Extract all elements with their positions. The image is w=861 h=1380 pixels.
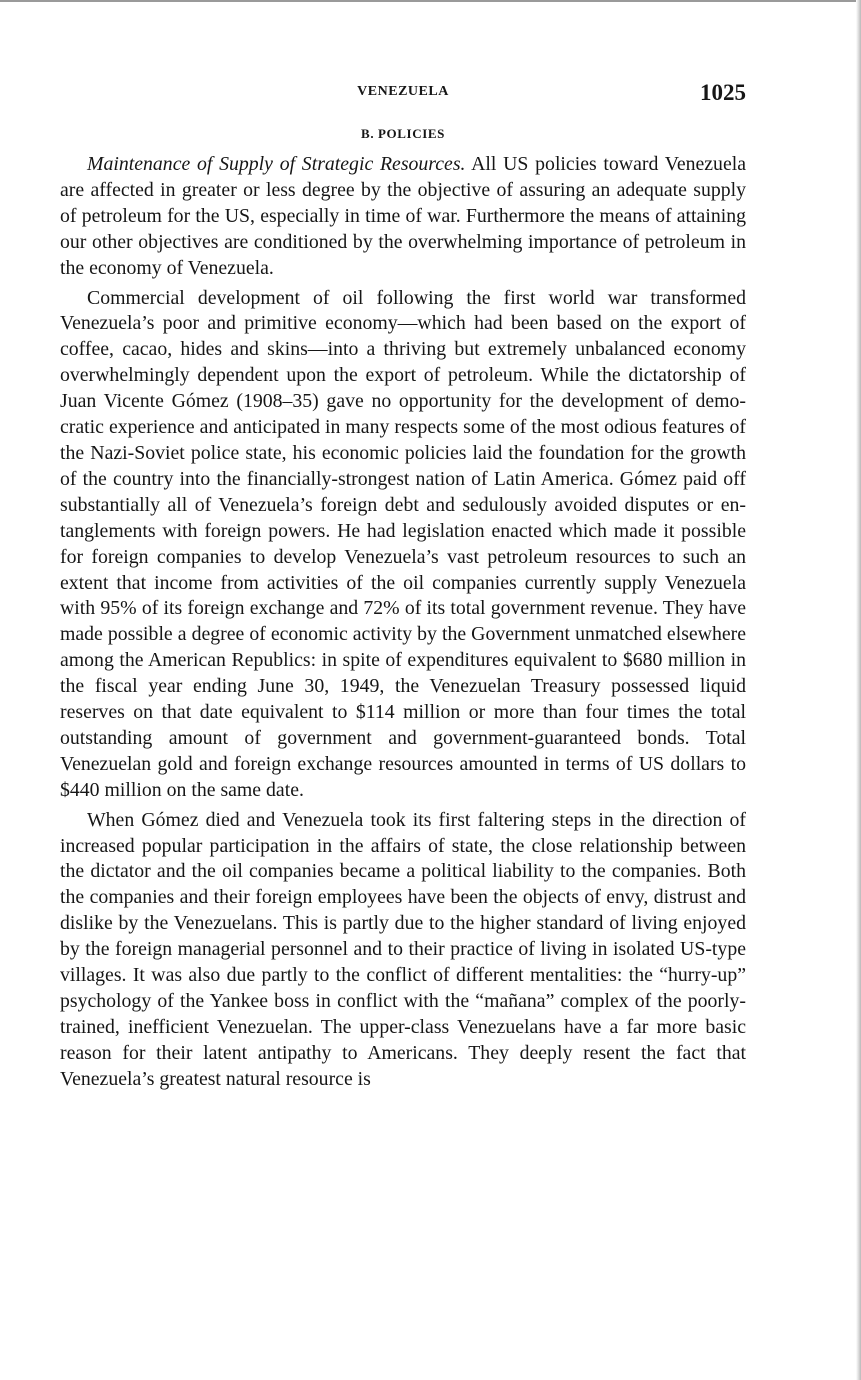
paragraph-lead-in: Maintenance of Supply of Strategic Resources. <box>87 153 466 175</box>
running-header <box>60 76 746 112</box>
page-edge-shadow <box>856 0 861 1380</box>
paragraph-2: Commercial development of oil following the first world war transformed Venezuela’s poor and primitive economy—which had been based on the export of coffee, cacao, hides and skins—into a thriving but extremely unbalanced economy overwhelmingly dependent upon the export of petroleum. While the dictatorship of Juan Vicente Gómez (1908–35) gave no opportunity for the development of democratic experience and anticipated in many respects some of the most odious features of the Nazi-Soviet police state, his economic policies laid the foundation for the growth of the country into the financially-strongest nation of Latin America. Gómez paid off substantially all of Venezuela’s foreign debt and sedulously avoided disputes or entanglements with foreign powers. He had legislation enacted which made it possible for foreign companies to develop Venezuela’s vast petroleum resources to such an extent that income from activities of the oil companies currently supply Venezuela with 95% of its foreign exchange and 72% of its total government revenue. They have made possible a degree of economic activity by the Government unmatched elsewhere among the American Republics: in spite of expenditures equivalent to $680 million in the fiscal year ending June 30, 1949, the Venezuelan Treasury possessed liquid reserves on that date equivalent to $114 million or more than four times the total outstanding amount of government and government-guaranteed bonds. Total Venezuelan gold and foreign exchange resources amounted in terms of US dollars to $440 million on the same date. <box>60 286 746 801</box>
section-heading: B. POLICIES <box>361 126 445 141</box>
paragraph-3: When Gómez died and Venezuela took its first faltering steps in the direction of increased popular participation in the affairs of state, the close relationship between the dictator and the oil companies became a political liability to the companies. Both the companies and their foreign employees have been the objects of envy, distrust and dislike by the Venezuelans. This is partly due to the higher standard of living enjoyed by the foreign managerial personnel and to their practice of living in isolated US-type villages. It was also due partly to the conflict of different mentalities: the “hurry-up” psychology of the Yankee boss in conflict with the “mañana” complex of the poorly-trained, inefficient Venezuelan. The upper-class Venezuelans have a far more basic reason for their latent antipathy to Americans. They deeply resent the fact that Venezuela’s greatest natural resource is <box>60 808 746 1090</box>
paragraph-1-body: All US policies toward Venezuela are affected in greater or less degree by the objective of assuring an adequate supply of petroleum for the US, especially in time of war. Furthermore the means of attaining our other objectives are conditioned by the overwhelming importance of petroleum in the economy of Venezuela. <box>60 153 746 279</box>
running-title: VENEZUELA <box>357 84 449 99</box>
page-number: 1025 <box>700 80 746 105</box>
top-border-line <box>0 0 861 2</box>
document-page <box>60 76 746 1097</box>
paragraph-1 <box>60 152 746 282</box>
